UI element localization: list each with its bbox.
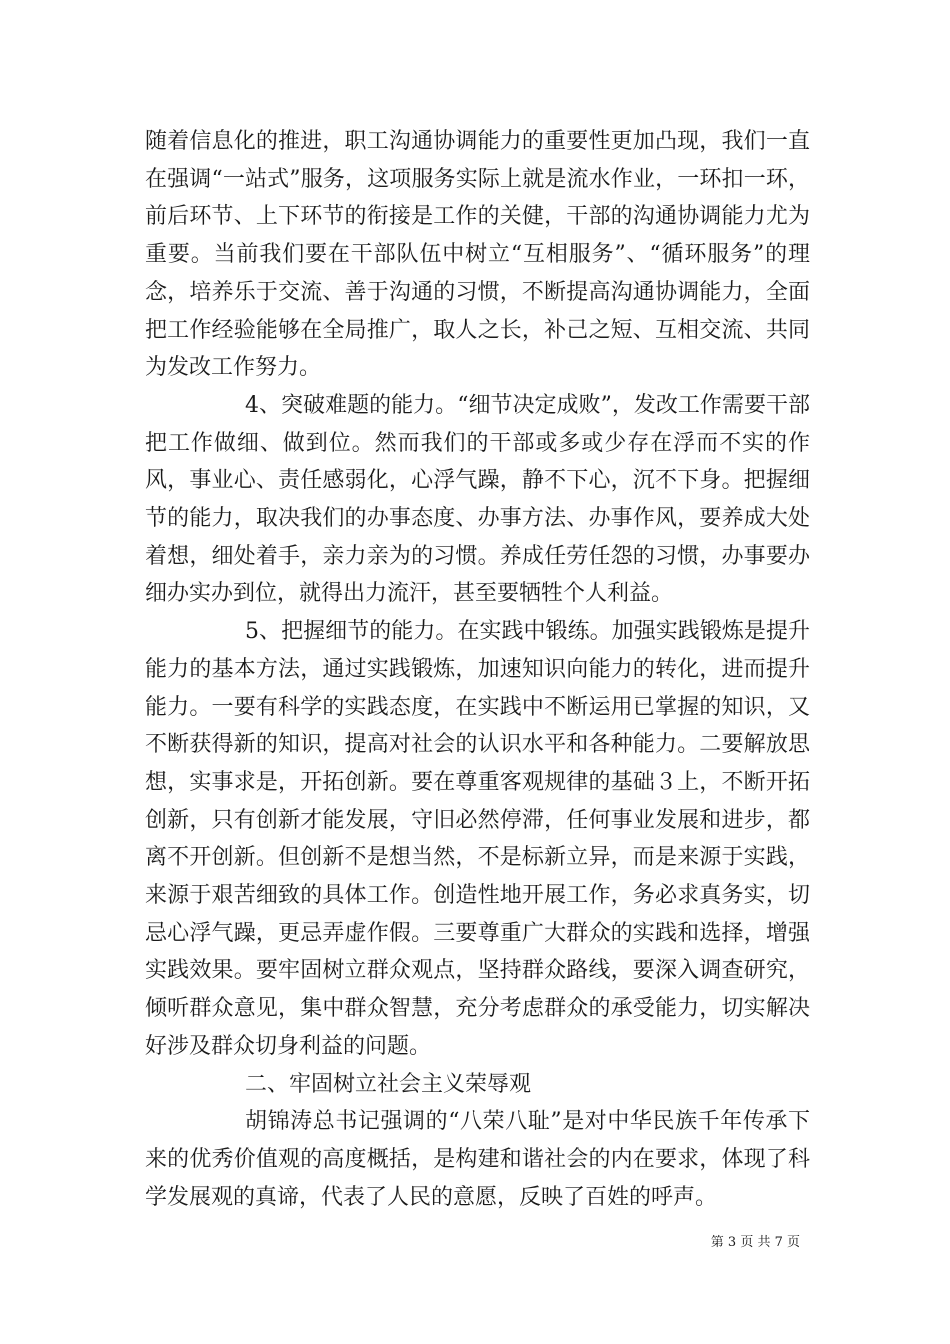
paragraph-honor-disgrace: 胡锦涛总书记强调的“八荣八耻”是对中华民族千年传承下来的优秀价值观的高度概括，是构建和谐社会的内在要求，体现了科学发展观的真谛，代表了人民的意愿，反映了百姓的呼声。: [145, 1109, 810, 1210]
paragraph-breakthrough-ability: 4、突破难题的能力。“细节决定成败”，发改工作需要干部把工作做细、做到位。然而我们的干部或多或少存在浮而不实的作风，事业心、责任感弱化，心浮气躁，静不下心，沉不下身。把握细节的能力，取决我们的办事态度、办事方法、办事作风，要养成大处着想，细处着手，亲力亲为的习惯。养成任劳任怨的习惯，办事要办细办实办到位，就得出力流汗，甚至要牺牲个人利益。: [145, 392, 810, 607]
page-number-footer: 第 3 页 共 7 页: [710, 1235, 800, 1250]
section-heading: 二、牢固树立社会主义荣辱观: [245, 1071, 532, 1097]
paragraph-practice-ability: 5、把握细节的能力。在实践中锻练。加强实践锻炼是提升能力的基本方法，通过实践锻炼，加速知识向能力的转化，进而提升能力。一要有科学的实践态度，在实践中不断运用已掌握的知识，又不断获得新的知识，提高对社会的认识水平和各种能力。二要解放思想，实事求是，开拓创新。要在尊重客观规律的基础３上，不断开拓创新，只有创新才能发展，守旧必然停滞，任何事业发展和进步，都离不开创新。但创新不是想当然，不是标新立异，而是来源于实践，来源于艰苦细致的具体工作。创造性地开展工作，务必求真务实，切忌心浮气躁，更忌弄虚作假。三要尊重广大群众的实践和选择，增强实践效果。要牢固树立群众观点，坚持群众路线，要深入调查研究，倾听群众意见，集中群众智慧，充分考虑群众的承受能力，切实解决好涉及群众切身利益的问题。: [145, 619, 810, 1059]
paragraph-communication: 随着信息化的推进，职工沟通协调能力的重要性更加凸现，我们一直在强调“一站式”服务，这项服务实际上就是流水作业，一环扣一环，前后环节、上下环节的衔接是工作的关健，干部的沟通协调能力尤为重要。当前我们要在干部队伍中树立“互相服务”、“循环服务”的理念，培养乐于交流、善于沟通的习惯，不断提高沟通协调能力，全面把工作经验能够在全局推广，取人之长，补己之短、互相交流、共同为发改工作努力。: [145, 129, 810, 381]
document-body: [145, 123, 810, 1216]
